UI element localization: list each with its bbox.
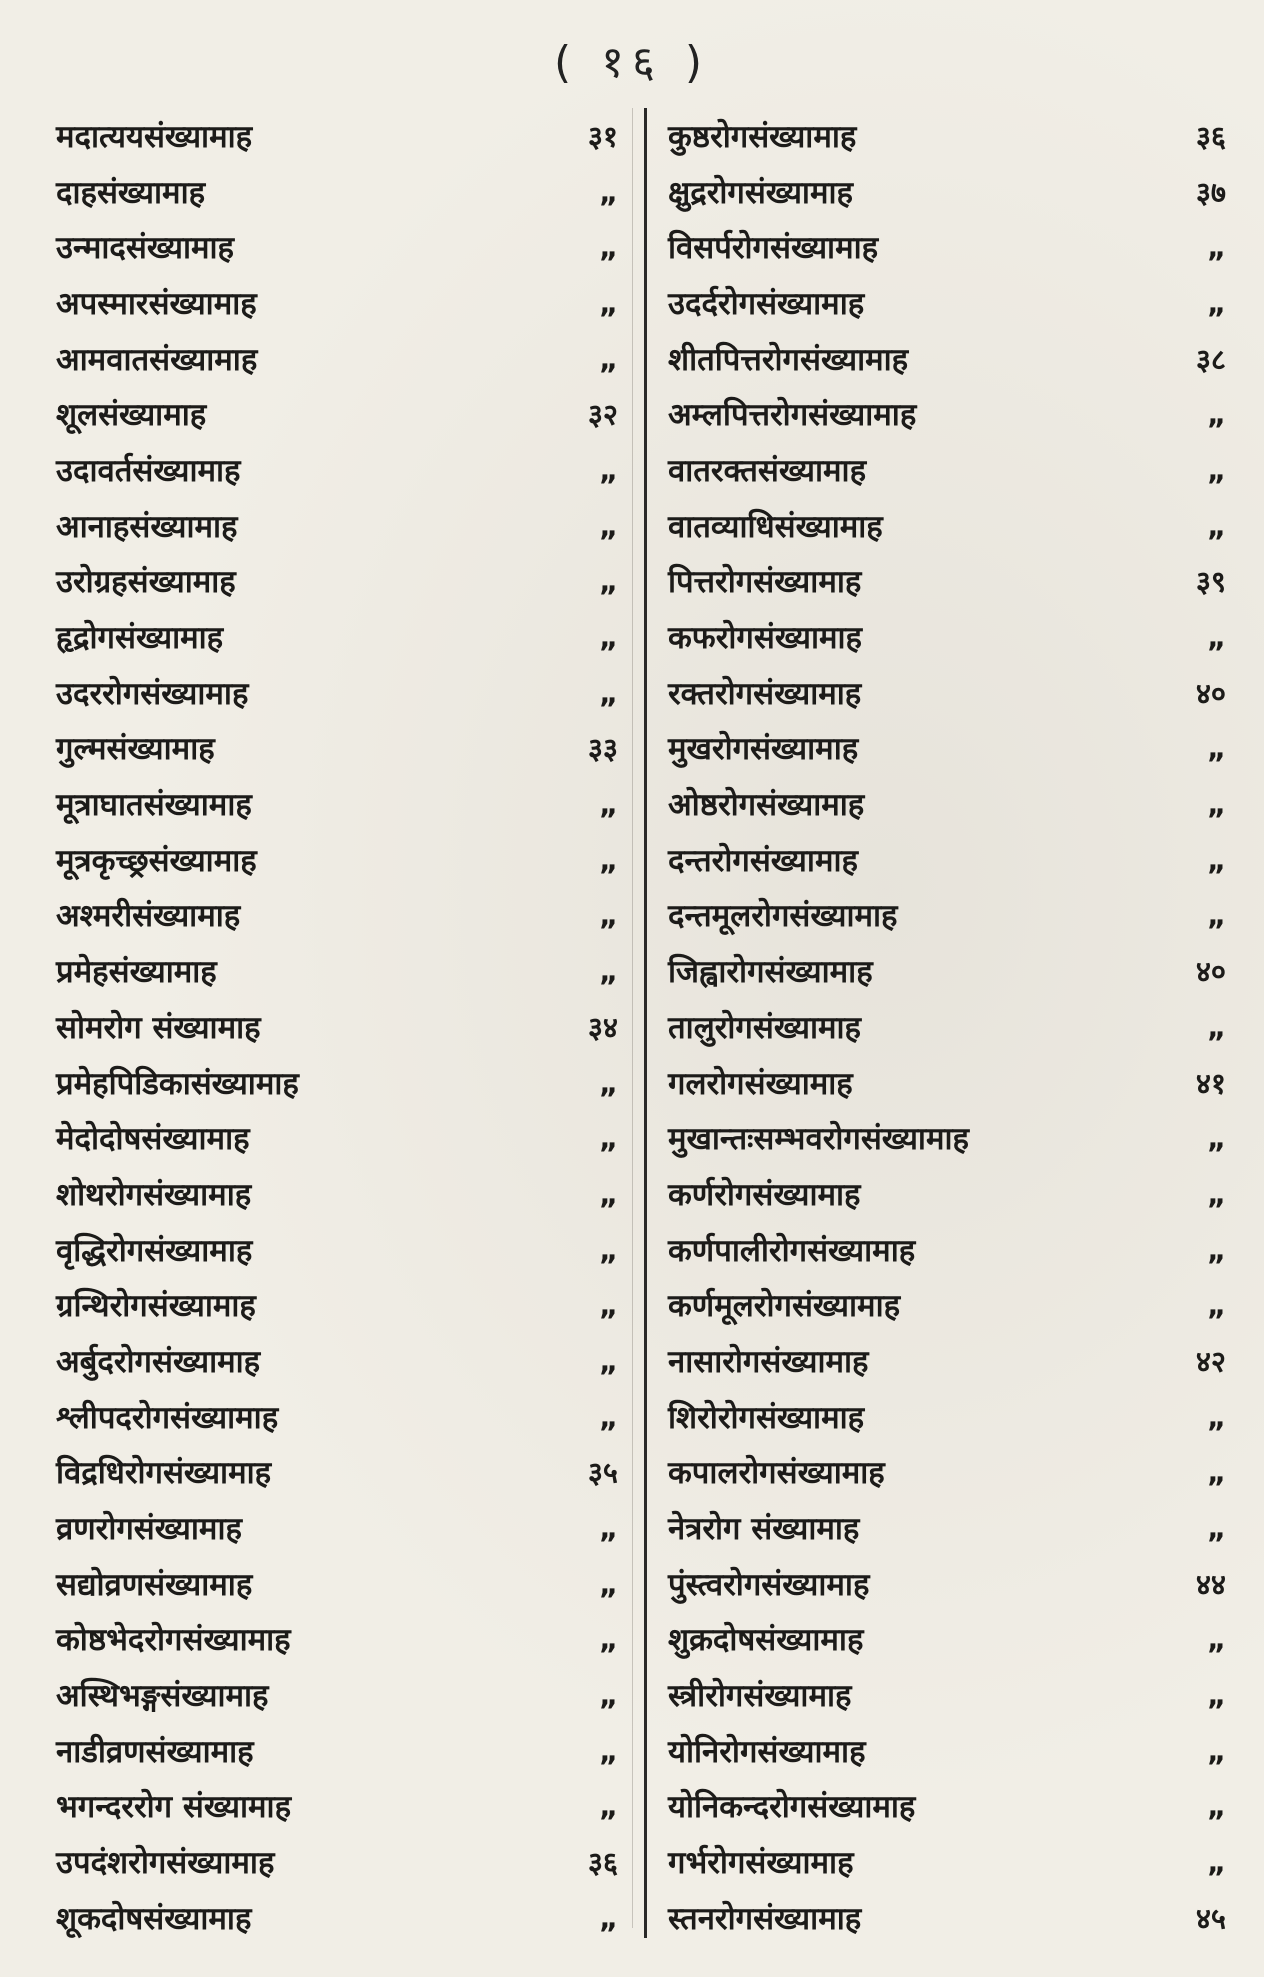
entry-page-number: ४०	[1195, 954, 1226, 989]
entry-page-number: „	[1206, 787, 1226, 822]
entry-page-number: „	[1206, 731, 1226, 766]
index-entry	[56, 1445, 626, 1501]
entry-title: प्रमेहपिडिकासंख्यामाह	[56, 1065, 299, 1102]
entry-title: तालुरोगसंख्यामाह	[668, 1009, 862, 1046]
index-entry	[668, 1723, 1228, 1779]
entry-page-number: „	[598, 1733, 618, 1768]
index-entry	[668, 1277, 1228, 1333]
entry-title: कर्णरोगसंख्यामाह	[668, 1176, 861, 1213]
entry-title: कोष्ठभेदरोगसंख्यामाह	[56, 1622, 291, 1659]
entry-page-number: „	[598, 1789, 618, 1824]
index-entry	[56, 776, 626, 832]
entry-page-number: „	[598, 1678, 618, 1713]
entry-title: कपालरोगसंख्यामाह	[668, 1455, 885, 1492]
entry-page-number: „	[598, 1232, 618, 1267]
entry-page-number: „	[1206, 452, 1226, 487]
entry-page-number: ४१	[1195, 1066, 1226, 1101]
index-entry	[56, 1890, 626, 1946]
index-entry	[56, 999, 626, 1055]
entry-title: उदररोगसंख्यामाह	[56, 675, 249, 712]
entry-title: कर्णपालीरोगसंख्यामाह	[668, 1232, 916, 1269]
entry-title: दन्तमूलरोगसंख्यामाह	[668, 898, 898, 935]
bleed-through-rule	[632, 108, 633, 1928]
entry-title: सोमरोग संख्यामाह	[56, 1009, 261, 1046]
entry-title: भगन्दररोग संख्यामाह	[56, 1789, 292, 1826]
entry-title: जिह्वारोगसंख्यामाह	[668, 954, 873, 991]
entry-page-number: „	[598, 564, 618, 599]
entry-page-number: „	[1206, 508, 1226, 543]
index-entry	[668, 498, 1228, 554]
index-entry	[668, 1055, 1228, 1111]
entry-title: मेदोदोषसंख्यामाह	[56, 1121, 250, 1158]
entry-page-number: „	[1206, 1622, 1226, 1657]
index-entry	[56, 219, 626, 275]
entry-page-number: „	[598, 1511, 618, 1546]
index-entry	[56, 721, 626, 777]
entry-page-number: „	[1206, 230, 1226, 265]
entry-title: क्षुद्ररोगसंख्यामाह	[668, 174, 853, 211]
entry-page-number: „	[598, 1176, 618, 1211]
entry-title: वृद्धिरोगसंख्यामाह	[56, 1232, 253, 1269]
index-entry	[668, 1222, 1228, 1278]
index-entry	[668, 108, 1228, 164]
index-entry	[668, 832, 1228, 888]
entry-title: प्रमेहसंख्यामाह	[56, 954, 217, 991]
index-entry	[56, 609, 626, 665]
entry-page-number: „	[598, 787, 618, 822]
entry-title: विसर्परोगसंख्यामाह	[668, 230, 879, 267]
entry-page-number: „	[1206, 1845, 1226, 1880]
entry-title: मदात्ययसंख्यामाह	[56, 118, 253, 155]
entry-title: श्लीपदरोगसंख्यामाह	[56, 1399, 279, 1436]
index-entry	[668, 1110, 1228, 1166]
index-entry	[668, 888, 1228, 944]
index-entry	[56, 1779, 626, 1835]
index-entry	[668, 999, 1228, 1055]
entry-title: अस्थिभङ्गसंख्यामाह	[56, 1678, 269, 1715]
entry-page-number: „	[598, 285, 618, 320]
index-entry	[668, 609, 1228, 665]
entry-title: आनाहसंख्यामाह	[56, 508, 238, 545]
entry-page-number: „	[1206, 842, 1226, 877]
index-entry	[56, 275, 626, 331]
entry-page-number: „	[1206, 620, 1226, 655]
index-entry	[668, 275, 1228, 331]
entry-page-number: „	[598, 1343, 618, 1378]
entry-title: गर्भरोगसंख्यामाह	[668, 1845, 854, 1882]
entry-title: विद्रधिरोगसंख्यामाह	[56, 1455, 272, 1492]
entry-page-number: ३५	[587, 1455, 618, 1490]
entry-page-number: „	[1206, 1232, 1226, 1267]
entry-title: मुखान्तःसम्भवरोगसंख्यामाह	[668, 1121, 969, 1158]
entry-page-number: „	[1206, 285, 1226, 320]
entry-page-number: „	[598, 1288, 618, 1323]
entry-page-number: „	[1206, 1678, 1226, 1713]
index-entry	[668, 1890, 1228, 1946]
entry-page-number: „	[598, 898, 618, 933]
entry-title: अश्मरीसंख्यामाह	[56, 898, 241, 935]
entry-page-number: „	[598, 675, 618, 710]
entry-page-number: ३२	[587, 397, 618, 432]
entry-title: मूत्रकृच्छ्रसंख्यामाह	[56, 842, 257, 879]
entry-title: शिरोरोगसंख्यामाह	[668, 1399, 865, 1436]
entry-title: उदावर्तसंख्यामाह	[56, 452, 241, 489]
entry-page-number: ३३	[587, 731, 618, 766]
index-entry	[668, 1667, 1228, 1723]
index-entry	[56, 888, 626, 944]
index-entry	[56, 1166, 626, 1222]
entry-title: नाडीव्रणसंख्यामाह	[56, 1733, 254, 1770]
index-entry	[668, 1834, 1228, 1890]
index-entry	[56, 1222, 626, 1278]
entry-page-number: „	[598, 1622, 618, 1657]
index-entry	[56, 1055, 626, 1111]
entry-page-number: ३८	[1195, 342, 1226, 377]
entry-page-number: „	[1206, 1121, 1226, 1156]
entry-title: उदर्दरोगसंख्यामाह	[668, 285, 865, 322]
index-entry	[56, 1667, 626, 1723]
entry-page-number: „	[598, 174, 618, 209]
index-entry	[668, 386, 1228, 442]
entry-title: अर्बुदरोगसंख्यामाह	[56, 1343, 261, 1380]
index-entry	[668, 1389, 1228, 1445]
entry-page-number: „	[598, 1121, 618, 1156]
entry-title: अम्लपित्तरोगसंख्यामाह	[668, 397, 917, 434]
entry-title: शोथरोगसंख्यामाह	[56, 1176, 252, 1213]
index-entry	[668, 1612, 1228, 1668]
entry-page-number: „	[1206, 1399, 1226, 1434]
entry-page-number: ३४	[587, 1010, 618, 1045]
entry-page-number: „	[598, 341, 618, 376]
entry-title: शूलसंख्यामाह	[56, 397, 207, 434]
entry-page-number: „	[1206, 1789, 1226, 1824]
entry-title: मुखरोगसंख्यामाह	[668, 731, 859, 768]
entry-title: कुष्ठरोगसंख्यामाह	[668, 118, 857, 155]
page-number: ( १६ )	[553, 37, 711, 88]
entry-title: शूकदोषसंख्यामाह	[56, 1900, 252, 1937]
entry-page-number: ४०	[1195, 676, 1226, 711]
entry-page-number: „	[598, 842, 618, 877]
index-entry	[56, 1556, 626, 1612]
entry-title: अपस्मारसंख्यामाह	[56, 285, 257, 322]
entry-title: दन्तरोगसंख्यामाह	[668, 842, 858, 879]
entry-title: नेत्ररोग संख्यामाह	[668, 1511, 860, 1548]
index-entry	[668, 164, 1228, 220]
entry-page-number: „	[598, 1566, 618, 1601]
entry-title: ओष्ठरोगसंख्यामाह	[668, 787, 865, 824]
index-entry	[668, 554, 1228, 610]
entry-title: शुक्रदोषसंख्यामाह	[668, 1622, 864, 1659]
index-entry	[56, 943, 626, 999]
entry-page-number: ३६	[1195, 119, 1226, 154]
index-entry	[56, 1277, 626, 1333]
index-entry	[668, 1445, 1228, 1501]
entry-page-number: „	[598, 1065, 618, 1100]
entry-page-number: „	[1206, 1733, 1226, 1768]
entry-title: ग्रन्थिरोगसंख्यामाह	[56, 1288, 256, 1325]
column-divider	[644, 108, 647, 1938]
entry-page-number: ४५	[1195, 1901, 1226, 1936]
entry-title: कफरोगसंख्यामाह	[668, 620, 862, 657]
entry-page-number: ४४	[1195, 1567, 1226, 1602]
entry-title: वातरक्तसंख्यामाह	[668, 452, 867, 489]
entry-page-number: „	[1206, 1176, 1226, 1211]
index-entry	[56, 331, 626, 387]
index-entry	[668, 665, 1228, 721]
entry-title: व्रणरोगसंख्यामाह	[56, 1511, 242, 1548]
entry-title: उन्मादसंख्यामाह	[56, 230, 235, 267]
index-entry	[668, 721, 1228, 777]
index-entry	[56, 1500, 626, 1556]
index-entry	[56, 1612, 626, 1668]
index-entry	[56, 498, 626, 554]
index-entry	[56, 665, 626, 721]
index-entry	[668, 776, 1228, 832]
index-entry	[668, 219, 1228, 275]
entry-page-number: „	[598, 230, 618, 265]
entry-title: स्तनरोगसंख्यामाह	[668, 1900, 862, 1937]
index-entry	[56, 832, 626, 888]
index-entry	[56, 1110, 626, 1166]
entry-page-number: „	[598, 452, 618, 487]
entry-page-number: ३१	[587, 119, 618, 154]
entry-page-number: ३९	[1195, 564, 1226, 599]
entry-page-number: „	[1206, 1009, 1226, 1044]
entry-title: दाहसंख्यामाह	[56, 174, 206, 211]
index-entry	[56, 1333, 626, 1389]
entry-title: पुंस्त्वरोगसंख्यामाह	[668, 1566, 870, 1603]
entry-page-number: „	[598, 954, 618, 989]
index-entry	[56, 386, 626, 442]
entry-page-number: „	[1206, 397, 1226, 432]
index-entry	[668, 1333, 1228, 1389]
entry-page-number: „	[1206, 898, 1226, 933]
index-entry	[56, 554, 626, 610]
index-entry	[668, 1556, 1228, 1612]
index-entry	[56, 442, 626, 498]
entry-title: कर्णमूलरोगसंख्यामाह	[668, 1288, 901, 1325]
index-entry	[668, 943, 1228, 999]
index-entry	[56, 1389, 626, 1445]
entry-title: उरोग्रहसंख्यामाह	[56, 564, 236, 601]
entry-title: उपदंशरोगसंख्यामाह	[56, 1845, 275, 1882]
entry-title: रक्तरोगसंख्यामाह	[668, 675, 862, 712]
index-entry	[668, 331, 1228, 387]
entry-page-number: „	[598, 508, 618, 543]
entry-title: वातव्याधिसंख्यामाह	[668, 508, 883, 545]
entry-title: पित्तरोगसंख्यामाह	[668, 564, 862, 601]
entry-title: आमवातसंख्यामाह	[56, 341, 258, 378]
entry-page-number: „	[1206, 1288, 1226, 1323]
index-entry	[56, 108, 626, 164]
right-column	[668, 108, 1228, 1946]
entry-page-number: „	[598, 1399, 618, 1434]
entry-title: हृद्रोगसंख्यामाह	[56, 620, 224, 657]
entry-title: मूत्राघातसंख्यामाह	[56, 787, 252, 824]
entry-title: सद्योव्रणसंख्यामाह	[56, 1566, 253, 1603]
index-entry	[668, 442, 1228, 498]
index-entry	[668, 1779, 1228, 1835]
entry-page-number: ४२	[1195, 1344, 1226, 1379]
entry-page-number: ३७	[1195, 175, 1226, 210]
entry-title: योनिकन्दरोगसंख्यामाह	[668, 1789, 916, 1826]
entry-title: गलरोगसंख्यामाह	[668, 1065, 853, 1102]
entry-page-number: „	[598, 1900, 618, 1935]
left-column	[56, 108, 626, 1946]
entry-title: नासारोगसंख्यामाह	[668, 1343, 869, 1380]
entry-title: गुल्मसंख्यामाह	[56, 731, 215, 768]
index-entry	[56, 1723, 626, 1779]
entry-title: स्त्रीरोगसंख्यामाह	[668, 1678, 852, 1715]
entry-page-number: ३६	[587, 1845, 618, 1880]
index-entry	[668, 1166, 1228, 1222]
entry-page-number: „	[1206, 1455, 1226, 1490]
entry-title: योनिरोगसंख्यामाह	[668, 1733, 866, 1770]
index-entry	[668, 1500, 1228, 1556]
index-entry	[56, 1834, 626, 1890]
index-entry	[56, 164, 626, 220]
entry-page-number: „	[1206, 1511, 1226, 1546]
entry-page-number: „	[598, 620, 618, 655]
entry-title: शीतपित्तरोगसंख्यामाह	[668, 341, 909, 378]
